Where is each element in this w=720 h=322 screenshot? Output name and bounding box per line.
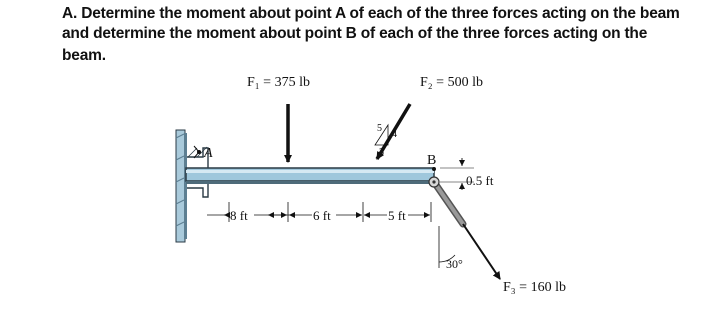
force-f3-arrow [463, 224, 500, 279]
dim-8-ft-label: 8 ft [230, 208, 248, 223]
problem-text-line-3: beam. [62, 47, 106, 64]
angle-label: 30° [446, 257, 463, 271]
force-f2-label: F₂ = 500 lb [420, 75, 483, 90]
point-b-label: B [427, 153, 437, 168]
force-f3-label: F₃ = 160 lb [503, 280, 566, 295]
force-f1-label: F₁ = 375 lb [247, 75, 310, 90]
wall-support [176, 130, 187, 242]
slope-5-label: 5 [377, 123, 382, 134]
problem-text-line-2: and determine the moment about point B of each of the three forces acting on the [62, 25, 648, 42]
dim-5-ft-label: 5 ft [388, 208, 406, 223]
inclined-link [429, 177, 463, 224]
dim-0-5-ft-label: 0.5 ft [466, 173, 494, 188]
slope-3-label: 3 [379, 147, 384, 158]
dim-6-ft-label: 6 ft [313, 208, 331, 223]
problem-text-line-1: A. Determine the moment about point A of each of the three forces acting on the beam [62, 5, 680, 22]
beam [186, 168, 434, 184]
point-a-label: A [204, 146, 213, 161]
slope-4-label: 4 [392, 129, 397, 140]
